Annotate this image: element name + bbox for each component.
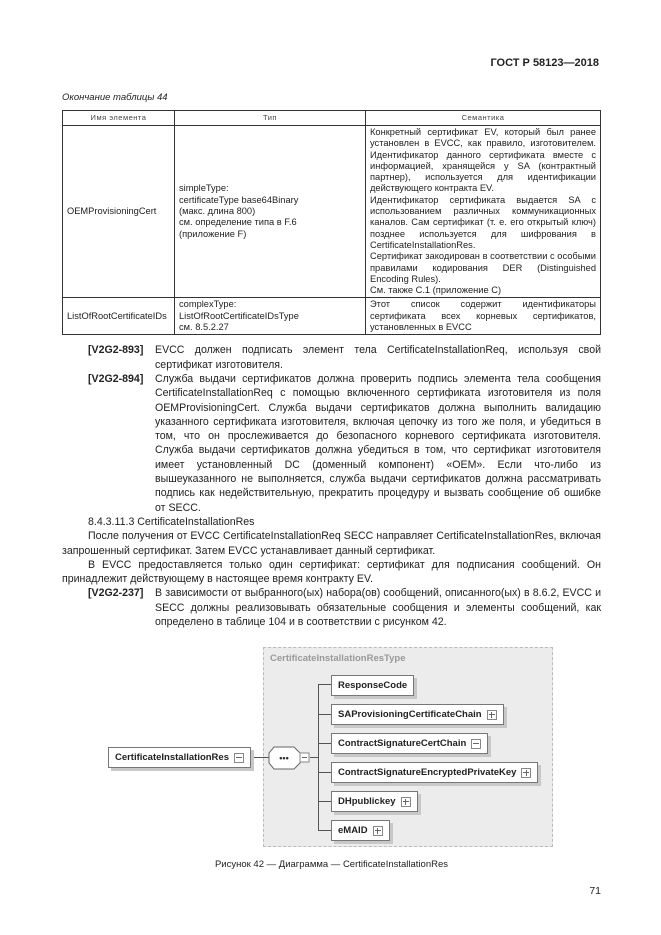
semantics-paragraph: Сертификат закодирован в соответствии с особыми правилами кодирования DER (Distinguished Encoding Rules). <box>370 251 596 284</box>
element-label: ResponseCode <box>338 680 408 692</box>
requirement-id: [V2G2-237] <box>88 587 144 600</box>
requirement-text: Служба выдачи сертификатов должна проверить подпись элемента тела сообщения CertificateInstallationReq с помощью включенного сертификата изготовителя из поля OEMProvisioningCert. Служба выдачи сертификатов должна выполнить валидацию указанного сертификата изготовителя, включая цепочку из того же поля, и убедиться в том, что он прослеживается до безопасного корневого сертификата изготовителя. Служба выдачи сертификатов должна убедиться в том, что сертификат изготовителя имеет установленный DC (доменный компонент) «OEM». Если что-либо из вышеуказанного не выполняется, служба выдачи сертификатов должна рассматривать подпись как недействительную, прекратить процедуру и вызвать сообщение об ошибке от SECC. <box>155 372 601 514</box>
element-semantics <box>366 298 601 335</box>
element-label: ContractSignatureCertChain <box>338 738 467 750</box>
expand-icon[interactable] <box>487 710 497 720</box>
element-name: ListOfRootCertificateIDs <box>63 298 175 335</box>
requirement-text: EVCC должен подписать элемент тела CertificateInstallationReq, используя свой сертификат изготовителя. <box>155 344 601 371</box>
child-element[interactable] <box>331 762 538 783</box>
type-line: см. 8.5.2.27 <box>179 322 229 333</box>
column-header: Имя элемента <box>63 111 175 126</box>
semantics-paragraph: Идентификатор сертификата выдается SA с использованием различных коммуникационных каналов. Сам сертификат (т. е. его открытый ключ) позднее используется для шифрования в CertificateInstallationRes. <box>370 194 596 250</box>
element-label: eMAID <box>338 825 368 837</box>
expand-icon[interactable] <box>373 826 383 836</box>
element-label: ContractSignatureEncryptedPrivateKey <box>338 767 517 779</box>
semantics-paragraph: См. также С.1 (приложение С) <box>370 285 502 296</box>
element-name: OEMProvisioningCert <box>63 126 175 298</box>
figure-caption: Рисунок 42 — Диаграмма — CertificateInstallationRes <box>214 859 449 871</box>
child-element[interactable] <box>331 820 390 841</box>
paragraph: В EVCC предоставляется только один сертификат: сертификат для подписания сообщений. Он принадлежит действующему в настоящее время контракту EV. <box>62 558 601 586</box>
type-line: ListOfRootCertificateIDsType <box>179 310 299 321</box>
expand-icon[interactable] <box>401 797 411 807</box>
column-header: Семантика <box>366 111 601 126</box>
table-caption: Окончание таблицы 44 <box>62 92 168 103</box>
expand-icon[interactable] <box>521 768 531 778</box>
requirement-text: В зависимости от выбранного(ых) набора(ов) сообщений, описанного(ых) в 8.6.2, EVCC и SECC должны реализовывать обязательные сообщения и элементы сообщений, как определено в таблице 104 и в соответствии с рисунком 42. <box>155 587 601 628</box>
requirement <box>88 343 601 372</box>
semantics-paragraph: Этот список содержит идентификаторы сертификата всех корневых сертификатов, установленных в EVCC <box>370 299 596 333</box>
element-label: DHpublickey <box>338 796 396 808</box>
page-number: 71 <box>589 885 601 898</box>
child-element[interactable] <box>331 733 488 754</box>
table-row <box>63 298 601 335</box>
document-header: ГОСТ Р 58123—2018 <box>490 57 599 69</box>
collapse-icon[interactable] <box>471 739 481 749</box>
sequence-label: ••• <box>279 753 289 764</box>
root-element[interactable] <box>108 747 251 768</box>
requirement-id: [V2G2-894] <box>88 372 144 385</box>
requirement <box>88 586 601 629</box>
element-label: SAProvisioningCertificateChain <box>338 709 482 721</box>
section-heading: 8.4.3.11.3 CertificateInstallationRes <box>88 515 255 528</box>
paragraph: После получения от EVCC CertificateInstallationReq SECC направляет CertificateInstallationRes, включая запрошенный сертификат. Затем EVCC устанавливает данный сертификат. <box>62 530 601 557</box>
child-element[interactable] <box>331 791 418 812</box>
element-type <box>175 126 366 298</box>
element-type <box>175 298 366 335</box>
table-row <box>63 126 601 298</box>
type-line: (приложение F) <box>179 228 247 239</box>
type-line: (макс. длина 800) <box>179 206 256 217</box>
semantics-paragraph: Конкретный сертификат EV, который был ранее установлен в EVCC, как правило, изготовителем. Идентификатор данного сертификата вместе с информацией, хранящейся у SA (контрактный партнер), используется для идентификации действующего контракта EV. <box>370 127 596 194</box>
sequence-compositor-icon <box>268 746 310 770</box>
type-line: complexType: <box>179 299 237 310</box>
type-name: CertificateInstallationResType <box>270 653 406 665</box>
elements-table <box>62 110 601 335</box>
table-header-row <box>63 111 601 126</box>
type-line: см. определение типа в F.6 <box>179 217 297 228</box>
requirement <box>88 372 601 515</box>
child-element[interactable] <box>331 704 504 725</box>
child-element[interactable] <box>331 675 414 696</box>
requirement-id: [V2G2-893] <box>88 344 144 357</box>
element-label: CertificateInstallationRes <box>114 752 229 764</box>
type-line: certificateType base64Binary <box>179 194 299 205</box>
figure-diagram <box>0 647 661 853</box>
column-header: Тип <box>175 111 366 126</box>
collapse-icon[interactable] <box>234 753 244 763</box>
element-semantics <box>366 126 601 298</box>
type-line: simpleType: <box>179 183 229 194</box>
